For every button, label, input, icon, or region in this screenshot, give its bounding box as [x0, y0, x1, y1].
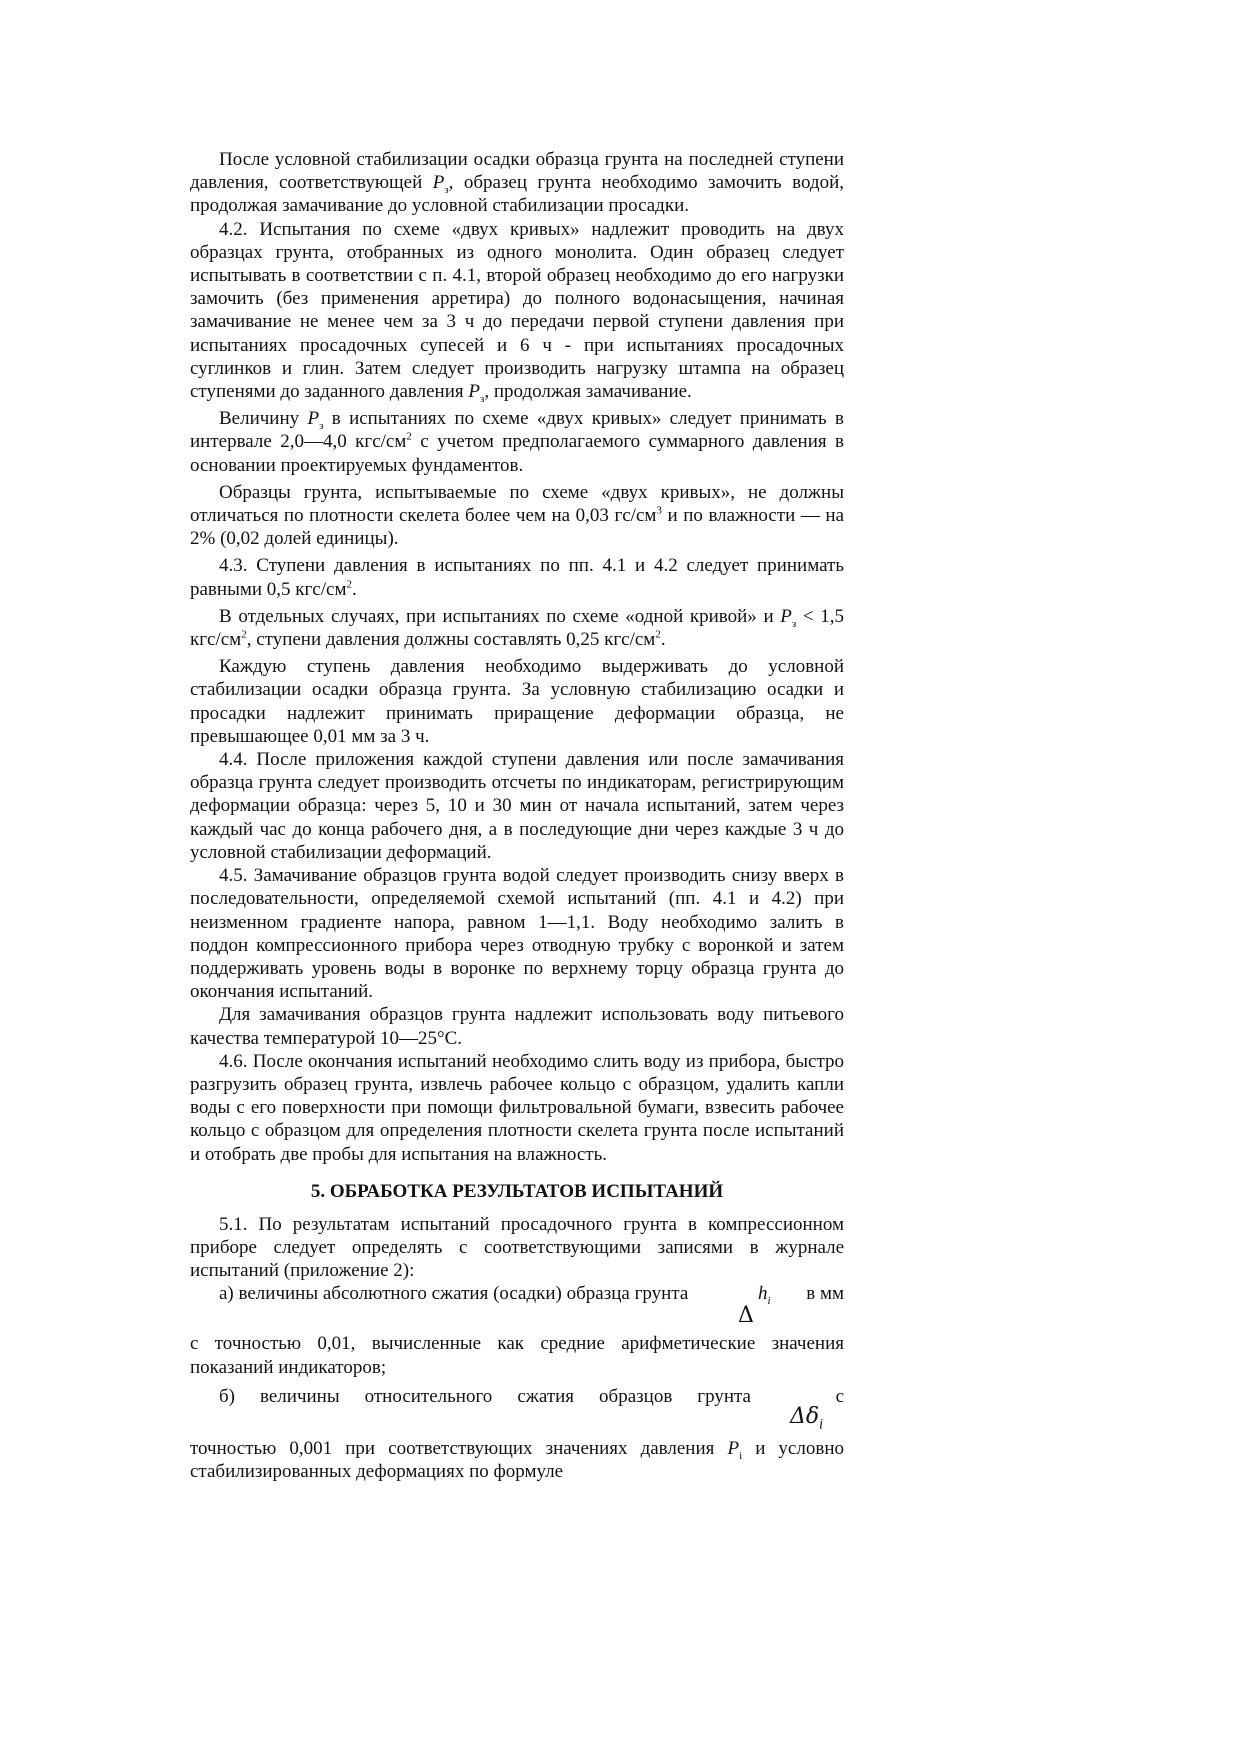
subscript: з: [479, 392, 485, 405]
superscript: 3: [656, 504, 662, 517]
symbol-p: P: [468, 381, 480, 403]
paragraph-4-4: 4.4. После приложения каждой ступени давления или после замачивания образца грунта следует производить отсчеты по индикаторам, регистрирующим деформации образца: через 5, 10 и 30 мин от начала испытаний, затем через каждый час до конца рабочего дня, а в последующие дни через каждые 3 ч до условной стабилизации деформаций.: [190, 749, 844, 863]
symbol-h: [758, 1282, 771, 1308]
symbol-p: P: [307, 408, 320, 430]
paragraph-each-step: Каждую ступень давления необходимо выдерживать до условной стабилизации осадки образца грунта. За условную стабилизацию осадки и просадки надлежит принимать приращение деформации образца, не превышающее 0,01 мм за 3 ч.: [190, 656, 844, 747]
symbol-p: P: [432, 172, 445, 194]
subscript: з: [319, 420, 324, 433]
paragraph-5-1: 5.1. По результатам испытаний просадочного грунта в компрессионном приборе следует определять с соответствующими записями в журнале испытаний (приложение 2):: [190, 1213, 844, 1282]
delta-symbol: Δ: [738, 1303, 754, 1329]
delta-delta-symbol: [790, 1403, 824, 1433]
item-b-text: б) величины относительного сжатия образцов грунта: [219, 1385, 751, 1407]
superscript: 2: [241, 628, 247, 641]
text: , образец грунта необходимо замочить водой, продолжая замачивание до условной стабилизации просадки.: [190, 172, 845, 217]
text: .: [351, 578, 357, 600]
text: В отдельных случаях, при испытаниях по схеме «одной кривой» и: [219, 605, 781, 627]
unit-mm: в мм: [806, 1283, 844, 1305]
delta-text: Δδ: [790, 1403, 820, 1429]
text: Величину: [219, 408, 308, 430]
symbol-p: P: [727, 1437, 740, 1459]
symbol-p: P: [780, 605, 792, 627]
paragraph-4-2: [190, 218, 844, 404]
text: После условной стабилизации осадки образца грунта на последней ступени давления, соответствующей: [190, 149, 844, 194]
text: 4.3. Ступени давления в испытаниях по пп. 4.1 и 4.2 следует принимать равными 0,5 кгс/см: [190, 555, 844, 600]
paragraph-samples-density: [190, 481, 844, 551]
item-b-line: [190, 1385, 844, 1437]
text: Образцы грунта, испытываемые по схеме «двух кривых», не должны отличаться по плотности скелета более чем на 0,03 гс/см: [190, 481, 844, 527]
subscript: з: [444, 184, 449, 196]
text: , продолжая замачивание.: [484, 381, 692, 403]
subscript: з: [791, 617, 797, 630]
item-b-continuation: [190, 1437, 844, 1483]
item-a-line: [190, 1282, 844, 1332]
paragraph-water-quality: Для замачивания образцов грунта надлежит использовать воду питьевого качества температурой 10—25°С.: [190, 1004, 844, 1049]
text: и условно стабилизированных деформациях по формуле: [190, 1437, 844, 1482]
superscript: 2: [346, 578, 352, 591]
paragraph-pz-range: [190, 407, 844, 477]
paragraph-4-6: 4.6. После окончания испытаний необходимо слить воду из прибора, быстро разгрузить образец грунта, извлечь рабочее кольцо с образцом, удалить капли воды с его поверхности при помощи фильтровальной бумаги, взвесить рабочее кольцо с образцом для определения плотности скелета грунта после испытаний и отобрать две пробы для испытания на влажность.: [190, 1050, 844, 1165]
item-a-continuation: с точностью 0,01, вычисленные как средние арифметические значения показаний индикаторов;: [190, 1333, 844, 1378]
superscript: 2: [655, 628, 661, 641]
h-letter: h: [758, 1283, 768, 1305]
subscript: i: [767, 1295, 771, 1308]
item-a-text: а) величины абсолютного сжатия (осадки) образца грунта: [219, 1283, 689, 1305]
text: , ступени давления должны составлять 0,25 кгс/см: [246, 629, 656, 651]
subscript: i: [739, 1449, 743, 1462]
superscript: 2: [406, 431, 412, 444]
subscript: i: [819, 1417, 824, 1433]
text: с учетом предполагаемого суммарного давления в основании проектируемых фундаментов.: [190, 431, 845, 476]
paragraph-special-cases: [190, 605, 844, 651]
section-heading: 5. ОБРАБОТКА РЕЗУЛЬТАТОВ ИСПЫТАНИЙ: [310, 1180, 724, 1202]
text: < 1,5 кгс/см: [190, 605, 844, 651]
text: точностью 0,001 при соответствующих значениях давления: [190, 1437, 728, 1459]
text: .: [660, 629, 666, 651]
text: в испытаниях по схеме «двух кривых» следует принимать в интервале 2,0—4,0 кгс/см: [190, 408, 845, 453]
document-page: [190, 148, 844, 1483]
item-b-s: с: [835, 1385, 844, 1407]
text: 4.2. Испытания по схеме «двух кривых» надлежит проводить на двух образцах грунта, отобранных из одного монолита. Один образец следует испытывать в соответствии с п. 4.1, второй образец необходимо до его нагрузки замочить (без применения арретира) до полного водонасыщения, начиная замачивание не менее чем за 3 ч до передачи первой ступени давления при испытаниях просадочных супесей и 6 ч - при испытаниях просадочных суглинков и глин. Затем следует производить нагрузку штампа на образец ступенями до заданного давления: [190, 218, 844, 403]
paragraph-4-3: [190, 554, 844, 600]
paragraph-4-5: 4.5. Замачивание образцов грунта водой следует производить снизу вверх в последовательности, определяемой схемой испытаний (пп. 4.1 и 4.2) при неизменном градиенте напора, равном 1—1,1. Воду необходимо залить в поддон компрессионного прибора через отводную трубку с воронкой и затем поддерживать уровень воды в воронке по верхнему торцу образца грунта до окончания испытаний.: [190, 865, 844, 1003]
text: и по влажности — на 2% (0,02 долей единицы).: [190, 505, 844, 550]
paragraph-stabilization: [190, 148, 844, 218]
